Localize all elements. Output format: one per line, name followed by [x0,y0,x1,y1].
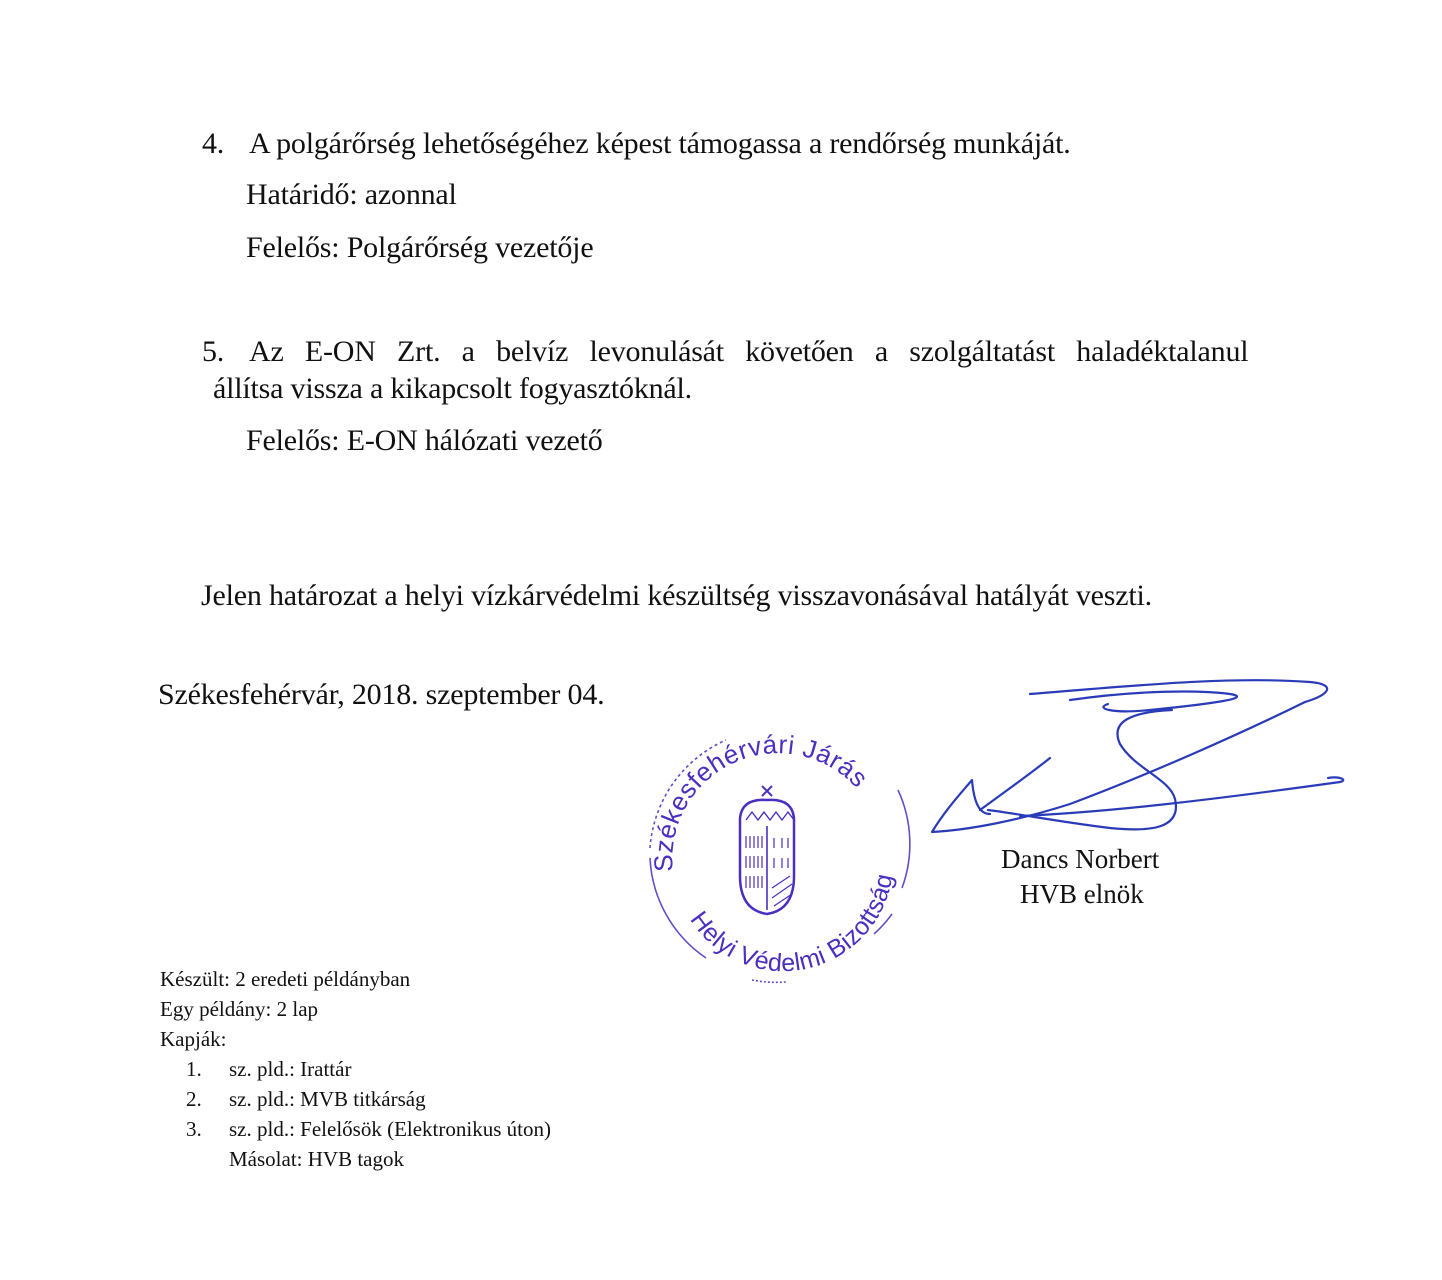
place-date: Székesfehérvár, 2018. szeptember 04. [158,678,605,711]
handwritten-signature [910,664,1350,842]
recipient-text: sz. pld.: MVB titkárság [229,1087,426,1111]
recipient-text: sz. pld.: Irattár [229,1057,352,1081]
recipient-number: 1. [186,1057,202,1081]
pages-per-copy: Egy példány: 2 lap [160,997,319,1021]
item-responsible: Felelős: Polgárőrség vezetője [246,231,594,264]
signatory-name: Dancs Norbert [1001,844,1160,874]
item-text-line-1: Az E-ON Zrt. a belvíz levonulását követően a szolgáltatást haladéktalanul [249,335,1249,368]
official-stamp [636,728,916,984]
item-number: 4. [202,127,225,160]
copy-recipients: Másolat: HVB tagok [229,1147,404,1171]
copies-made: Készült: 2 eredeti példányban [160,967,411,991]
recipient-number: 2. [186,1087,202,1111]
item-text: A polgárőrség lehetőségéhez képest támogassa a rendőrség munkáját. [249,127,1071,160]
coat-of-arms-icon [740,786,794,914]
recipient-text: sz. pld.: Felelősök (Elektronikus úton) [229,1117,551,1141]
svg-text:Helyi Védelmi Bizottság [685,871,899,977]
recipients-label: Kapják: [160,1027,227,1051]
validity-statement: Jelen határozat a helyi vízkárvédelmi készültség visszavonásával hatályát veszti. [201,579,1152,612]
recipient-number: 3. [186,1117,202,1141]
stamp-text-bottom: Helyi Védelmi Bizottság [684,871,899,978]
item-deadline: Határidő: azonnal [246,178,457,211]
stamp-text-top: Székesfehérvári Járás [648,729,875,873]
item-responsible: Felelős: E-ON hálózati vezető [246,424,603,457]
item-number: 5. [202,335,225,368]
signatory-title: HVB elnök [1020,879,1144,909]
item-text-line-2: állítsa vissza a kikapcsolt fogyasztóknál. [213,372,692,405]
